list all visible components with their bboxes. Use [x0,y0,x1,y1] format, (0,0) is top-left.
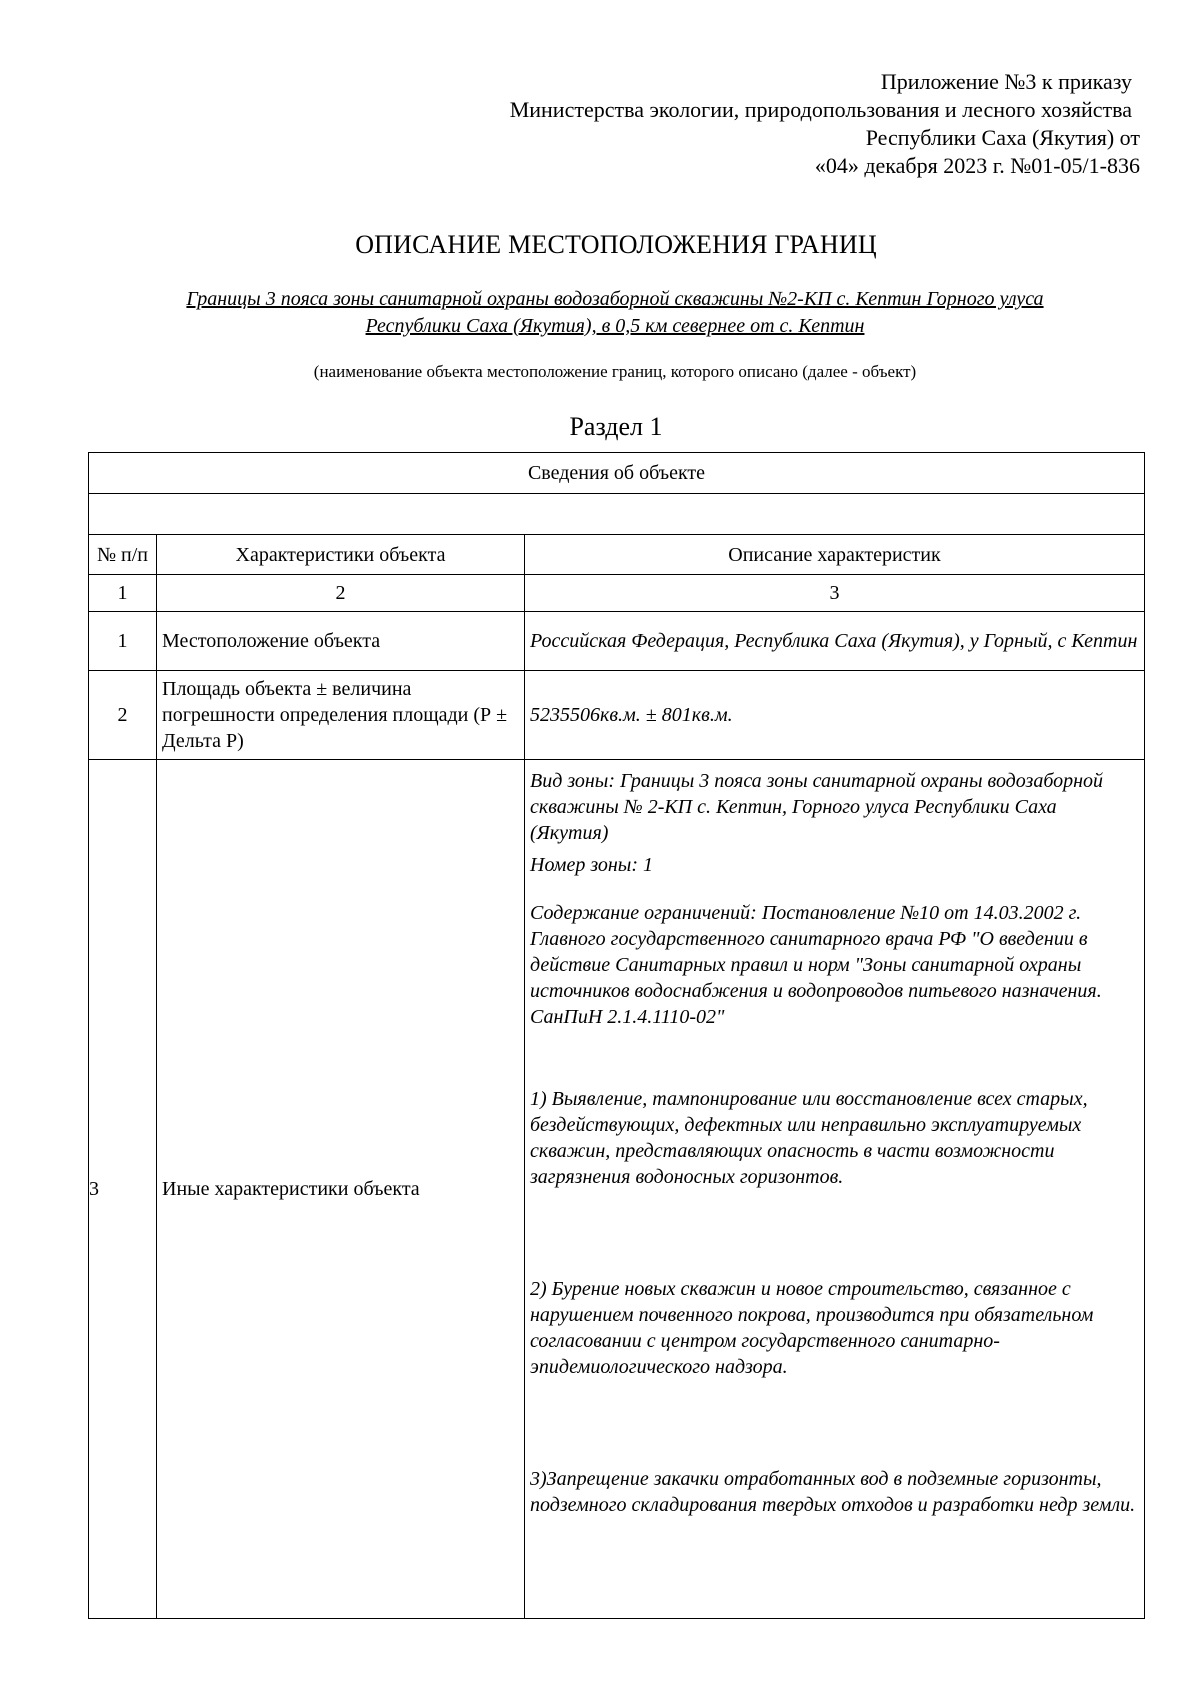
approval-block [400,68,1140,180]
table-title: Сведения об объекте [89,453,1145,494]
object-info-table [88,452,1145,1619]
object-name-line-1: Границы 3 пояса зоны санитарной охраны водозаборной скважины №2-КП с. Кептин Горного улуса [186,288,1044,310]
row-characteristic: Площадь объекта ± величина погрешности определения площади (Р ± Дельта Р) [157,671,525,760]
header-description: Описание характеристик [525,535,1145,575]
row-num: 1 [89,612,157,671]
object-name [120,286,1110,340]
index-cell: 1 [89,575,157,612]
object-name-caption: (наименование объекта местоположение границ, которого описано (далее - объект) [313,362,917,381]
document-title: ОПИСАНИЕ МЕСТОПОЛОЖЕНИЯ ГРАНИЦ [355,230,877,259]
table-index-row [89,575,1145,612]
empty-cell [89,494,1145,535]
object-name-line-2: Республики Саха (Якутия), в 0,5 км севернее от с. Кептин [365,315,865,337]
row-characteristic: Местоположение объекта [157,612,525,671]
approval-line-3: Республики Саха (Якутия) от [865,125,1140,150]
table-row [89,671,1145,760]
section-title: Раздел 1 [569,412,663,441]
restrictions: Содержание ограничений: Постановление №10 от 14.03.2002 г. Главного государственного санитарного врача РФ "О введении в действие Санитарных правил и норм "Зоны санитарной охраны источников водоснабжения и водопроводов питьевого назначения. СанПиН 2.1.4.1110-02" [530,902,1102,1028]
index-cell: 2 [157,575,525,612]
table-title-row [89,453,1145,494]
header-num: № п/п [89,535,157,575]
table-row [89,612,1145,671]
header-characteristic: Характеристики объекта [157,535,525,575]
row-description: Российская Федерация, Республика Саха (Якутия), у Горный, с Кептин [525,612,1145,671]
row-characteristic: Иные характеристики объекта [157,760,525,1619]
row-description: 5235506кв.м. ± 801кв.м. [525,671,1145,760]
approval-line-1: Приложение №3 к приказу [880,69,1132,94]
restriction-item-2: 2) Бурение новых скважин и новое строительство, связанное с нарушением почвенного покрова, производится при обязательном согласовании с центром государственного санитарно-эпидемиологического надзора. [530,1278,1094,1378]
zone-number: Номер зоны: 1 [530,854,653,876]
table-header-row [89,535,1145,575]
approval-line-4: «04» декабря 2023 г. №01-05/1-836 [814,153,1140,178]
row-num: 2 [89,671,157,760]
zone-type: Вид зоны: Границы 3 пояса зоны санитарной охраны водозаборной скважины № 2-КП с. Кептин, Горного улуса Республики Саха (Якутия) [530,770,1104,844]
table-row [89,760,1145,1619]
table-empty-row [89,494,1145,535]
index-cell: 3 [525,575,1145,612]
restriction-item-3: 3)Запрещение закачки отработанных вод в подземные горизонты, подземного складирования твердых отходов и разработки недр земли. [530,1468,1136,1516]
row-description [525,760,1145,1619]
restriction-item-1: 1) Выявление, тампонирование или восстановление всех старых, бездействующих, дефектных или неправильно эксплуатируемых скважин, представляющих опасность в части возможности загрязнения водоносных горизонтов. [530,1088,1088,1188]
row-num: 3 [89,760,157,1619]
approval-line-2: Министерства экологии, природопользования и лесного хозяйства [509,97,1132,122]
